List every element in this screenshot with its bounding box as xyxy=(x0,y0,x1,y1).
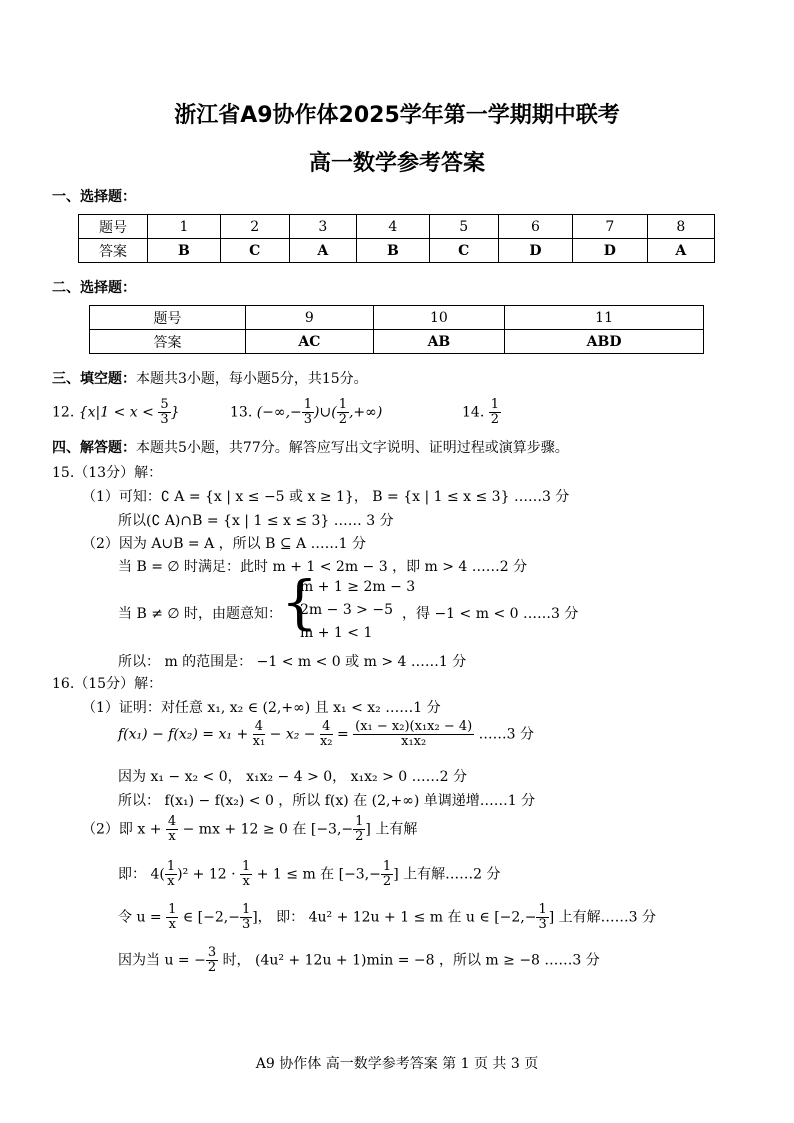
q16-l6-d: ] 上有解……2 分 xyxy=(393,866,501,883)
question-number: 10 xyxy=(373,306,504,330)
q16-l6-a: 即： 4( xyxy=(118,866,165,883)
page-title: 浙江省A9协作体2025学年第一学期期中联考 xyxy=(174,103,620,128)
q15-line-1: （1）可知：∁ A = {x | x ≤ −5 或 x ≥ 1}， B = {x | 1 ≤ x ≤ 3} ……3 分 xyxy=(82,489,570,505)
question-number: 5 xyxy=(429,215,498,239)
q16-l7-frac-2 xyxy=(240,903,252,932)
q16-l6-frac-1 xyxy=(165,860,177,889)
frac-num: 1 xyxy=(241,902,251,917)
answer-13 xyxy=(230,398,382,427)
table-row xyxy=(90,330,704,354)
q12-fraction xyxy=(158,398,170,427)
q12-num: 5 xyxy=(160,397,169,412)
frac-num: 4 xyxy=(320,720,333,735)
q14-fraction xyxy=(489,398,501,427)
question-number: 1 xyxy=(148,215,221,239)
frac-num: (x₁ − x₂)(x₁x₂ − 4) xyxy=(355,719,473,734)
question-number: 2 xyxy=(220,215,289,239)
q12-text: {x|1 < x < xyxy=(78,404,154,421)
q15-heading: 15.（13分）解： xyxy=(52,465,163,481)
answer-cell: D xyxy=(498,239,572,263)
q13-part-a: (−∞,− xyxy=(256,404,302,421)
question-number: 7 xyxy=(573,215,647,239)
q16-l6-c: + 1 ≤ m 在 [−3,− xyxy=(256,866,381,883)
q16-l2-frac-1 xyxy=(253,720,266,749)
q16-l7-frac-3 xyxy=(536,903,548,932)
row-label: 答案 xyxy=(79,239,148,263)
q16-l5-c: ] 上有解 xyxy=(365,821,418,838)
q13-part-b: )∪( xyxy=(314,404,337,421)
question-number: 8 xyxy=(647,215,714,239)
frac-num: 1 xyxy=(166,859,176,874)
q16-l7-c: ]， 即： 4u² + 12u + 1 ≤ m 在 u ∈ [−2,− xyxy=(252,909,537,926)
section4-desc: 本题共5小题，共77分。解答应写出文字说明、证明过程或演算步骤。 xyxy=(136,440,569,456)
q16-l5-frac-2 xyxy=(353,815,365,844)
answer-cell: D xyxy=(573,239,647,263)
q15-line-3: （2）因为 A∪B = A ，所以 B ⊆ A ……1 分 xyxy=(82,536,366,552)
q16-l7-frac-1 xyxy=(166,903,178,932)
q14-label: 14. xyxy=(462,404,485,421)
frac-num: 1 xyxy=(241,859,251,874)
frac-num: 3 xyxy=(207,945,217,960)
q16-l7-b: ∈ [−2,− xyxy=(182,909,240,926)
q16-line-8 xyxy=(118,946,600,975)
q16-line-5 xyxy=(82,815,417,844)
answer-12 xyxy=(52,398,180,427)
q16-l8-a: 因为当 u = − xyxy=(118,952,206,969)
frac-num: 1 xyxy=(355,814,364,829)
q16-line-3: 因为 x₁ − x₂ < 0， x₁x₂ − 4 > 0， x₁x₂ > 0 ……2 分 xyxy=(118,769,467,785)
frac-den: 2 xyxy=(207,960,217,975)
q16-l6-frac-2 xyxy=(240,860,252,889)
row-label: 答案 xyxy=(90,330,246,354)
frac-den: x xyxy=(168,917,176,932)
table-row xyxy=(79,239,715,263)
q13-label: 13. xyxy=(230,404,253,421)
q16-line-1: （1）证明：对任意 x₁, x₂ ∈ (2,+∞) 且 x₁ < x₂ ……1 分 xyxy=(82,700,441,716)
q12-label: 12. xyxy=(52,404,75,421)
q13-f1-num: 1 xyxy=(303,397,313,412)
question-number: 6 xyxy=(498,215,572,239)
frac-den: x₂ xyxy=(319,734,333,749)
q14-den: 2 xyxy=(490,412,499,427)
answer-cell: C xyxy=(429,239,498,263)
q16-l2-a: f(x₁) − f(x₂) = x₁ + xyxy=(118,726,249,743)
q14-num: 1 xyxy=(490,397,499,412)
q13-fraction-1 xyxy=(302,398,314,427)
frac-num: 1 xyxy=(382,859,392,874)
table-row xyxy=(90,306,704,330)
frac-den: x xyxy=(168,829,176,844)
q16-l5-frac-1 xyxy=(166,815,178,844)
q15-line-5a: 当 B ≠ ∅ 时，由题意知： xyxy=(118,606,283,622)
choice-table-1 xyxy=(78,214,715,263)
table-row xyxy=(79,215,715,239)
question-number: 11 xyxy=(505,306,704,330)
q16-l6-frac-3 xyxy=(381,860,393,889)
answer-cell: ABD xyxy=(505,330,704,354)
answer-cell: AB xyxy=(373,330,504,354)
q16-line-7 xyxy=(118,903,656,932)
system-eq-3: m + 1 < 1 xyxy=(300,625,373,641)
frac-num: 1 xyxy=(168,902,177,917)
q16-l2-d: ……3 分 xyxy=(478,726,535,743)
q12-close: } xyxy=(170,404,180,421)
q16-l5-a: （2）即 x + xyxy=(82,821,162,838)
q15-line-6: 所以： m 的范围是： −1 < m < 0 或 m > 4 ……1 分 xyxy=(118,654,467,670)
row-label: 题号 xyxy=(90,306,246,330)
answer-cell: B xyxy=(148,239,221,263)
question-number: 4 xyxy=(356,215,429,239)
q16-line-2 xyxy=(118,720,534,749)
q12-den: 3 xyxy=(160,412,169,427)
q15-line-4: 当 B = ∅ 时满足：此时 m + 1 < 2m − 3 ，即 m > 4 ……2 分 xyxy=(118,559,528,575)
section2-heading: 二、选择题： xyxy=(52,280,136,296)
q16-l2-c: = xyxy=(336,726,349,743)
section1-heading: 一、选择题： xyxy=(52,189,136,205)
q16-l7-d: ] 上有解……3 分 xyxy=(548,909,657,926)
system-eq-2: 2m − 3 > −5 xyxy=(300,602,393,618)
q16-l8-frac-1 xyxy=(206,946,218,975)
row-label: 题号 xyxy=(79,215,148,239)
q16-line-4: 所以： f(x₁) − f(x₂) < 0 ，所以 f(x) 在 (2,+∞) 单调递增……1 分 xyxy=(118,793,536,809)
q16-l5-b: − mx + 12 ≥ 0 在 [−3,− xyxy=(182,821,354,838)
frac-den: 2 xyxy=(382,874,392,889)
question-number: 3 xyxy=(289,215,356,239)
frac-den: x xyxy=(242,874,250,889)
frac-num: 4 xyxy=(167,814,177,829)
q16-l8-b: 时， (4u² + 12u + 1)min = −8 ，所以 m ≥ −8 ……3 分 xyxy=(222,952,600,969)
question-number: 9 xyxy=(246,306,374,330)
page-footer: A9 协作体 高一数学参考答案 第 1 页 共 3 页 xyxy=(255,1056,539,1072)
system-eq-1: m + 1 ≥ 2m − 3 xyxy=(300,579,416,595)
q13-part-c: ,+∞) xyxy=(348,404,383,421)
answer-cell: AC xyxy=(246,330,374,354)
q16-line-6 xyxy=(118,860,500,889)
frac-den: 3 xyxy=(241,917,251,932)
section3-heading: 三、填空题： xyxy=(52,371,136,387)
answer-cell: B xyxy=(356,239,429,263)
q16-l7-a: 令 u = xyxy=(118,909,162,926)
q16-l2-frac-3 xyxy=(353,720,474,749)
left-brace-icon: { xyxy=(281,568,318,636)
section4-heading: 四、解答题： xyxy=(52,440,136,456)
q16-l6-b: )² + 12 · xyxy=(177,866,236,883)
answer-14 xyxy=(462,398,501,427)
page-subtitle: 高一数学参考答案 xyxy=(308,151,485,176)
q13-f2-den: 2 xyxy=(338,412,347,427)
section3-desc: 本题共3小题，每小题5分，共15分。 xyxy=(136,371,368,387)
q15-line-5b: ，得 −1 < m < 0 ……3 分 xyxy=(402,606,579,622)
frac-den: 2 xyxy=(355,829,364,844)
section3-line xyxy=(52,368,368,388)
answer-cell: A xyxy=(647,239,714,263)
q13-f2-num: 1 xyxy=(338,397,347,412)
frac-den: 3 xyxy=(538,917,547,932)
frac-den: x₁x₂ xyxy=(401,734,427,749)
q15-line-2: 所以(∁ A)∩B = {x | 1 ≤ x ≤ 3} …… 3 分 xyxy=(118,513,394,529)
choice-table-2 xyxy=(89,305,704,354)
q16-l2-frac-2 xyxy=(320,720,333,749)
q16-l2-b: − x₂ − xyxy=(269,726,316,743)
section4-line xyxy=(52,437,569,457)
q13-f1-den: 3 xyxy=(303,412,313,427)
answer-cell: A xyxy=(289,239,356,263)
frac-num: 4 xyxy=(253,720,266,735)
answer-cell: C xyxy=(220,239,289,263)
frac-num: 1 xyxy=(538,902,547,917)
frac-den: x₁ xyxy=(252,734,266,749)
frac-den: x xyxy=(167,874,175,889)
q13-fraction-2 xyxy=(337,398,349,427)
q16-heading: 16.（15分）解： xyxy=(52,676,163,692)
